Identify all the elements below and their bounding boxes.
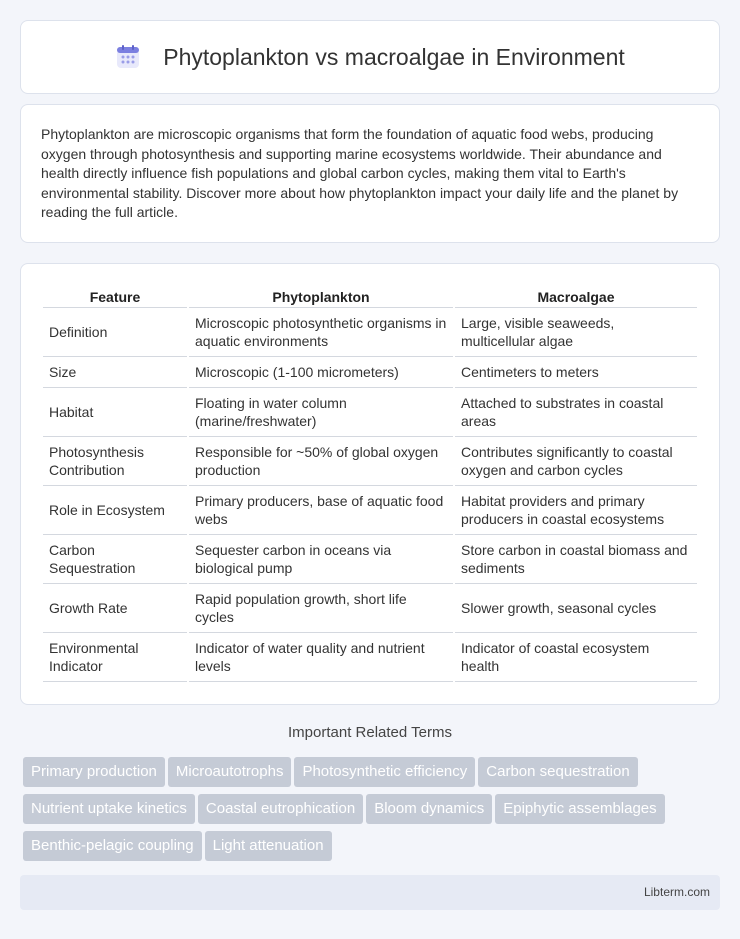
header-card <box>20 20 720 94</box>
footer <box>20 875 720 910</box>
page-title: Phytoplankton vs macroalgae in Environment <box>163 43 625 70</box>
table-row <box>43 535 697 584</box>
intro-card <box>20 104 720 243</box>
table-cell: Contributes significantly to coastal oxygen and carbon cycles <box>455 437 697 486</box>
table-row <box>43 437 697 486</box>
table-cell: Definition <box>43 308 187 357</box>
table-cell: Sequester carbon in oceans via biological pump <box>189 535 453 584</box>
table-cell: Floating in water column (marine/freshwater) <box>189 388 453 437</box>
table-cell: Responsible for ~50% of global oxygen production <box>189 437 453 486</box>
table-cell: Attached to substrates in coastal areas <box>455 388 697 437</box>
table-row <box>43 584 697 633</box>
table-cell: Role in Ecosystem <box>43 486 187 535</box>
header-macroalgae: Macroalgae <box>455 284 697 308</box>
intro-text: Phytoplankton are microscopic organisms that form the foundation of aquatic food webs, producing oxygen through photosynthesis and supporting marine ecosystems worldwide. Their abundance and health directly influence fish populations and global carbon cycles, making them vital to Earth's environmental stability. Discover more about how phytoplankton impact your daily life and the planet by reading the full article. <box>41 126 679 221</box>
related-tag[interactable]: Coastal eutrophication <box>198 794 363 824</box>
related-tag[interactable]: Benthic-pelagic coupling <box>23 831 202 861</box>
related-tag[interactable]: Bloom dynamics <box>366 794 492 824</box>
table-cell: Carbon Sequestration <box>43 535 187 584</box>
table-cell: Slower growth, seasonal cycles <box>455 584 697 633</box>
table-cell: Store carbon in coastal biomass and sediments <box>455 535 697 584</box>
related-terms-tags <box>23 757 723 868</box>
table-cell: Large, visible seaweeds, multicellular algae <box>455 308 697 357</box>
related-terms-title: Important Related Terms <box>288 724 452 741</box>
related-tag[interactable]: Nutrient uptake kinetics <box>23 794 195 824</box>
table-cell: Growth Rate <box>43 584 187 633</box>
calendar-icon <box>115 44 141 70</box>
table-cell: Rapid population growth, short life cycles <box>189 584 453 633</box>
table-row <box>43 308 697 357</box>
comparison-table <box>41 284 699 682</box>
table-cell: Microscopic photosynthetic organisms in aquatic environments <box>189 308 453 357</box>
table-row <box>43 388 697 437</box>
table-row <box>43 486 697 535</box>
table-cell: Size <box>43 357 187 388</box>
table-cell: Habitat providers and primary producers in coastal ecosystems <box>455 486 697 535</box>
table-row <box>43 633 697 682</box>
footer-brand-link[interactable]: Libterm.com <box>643 885 710 899</box>
comparison-table-card <box>20 263 720 705</box>
table-cell: Habitat <box>43 388 187 437</box>
table-cell: Environmental Indicator <box>43 633 187 682</box>
header-feature: Feature <box>43 284 187 308</box>
table-cell: Centimeters to meters <box>455 357 697 388</box>
table-cell: Photosynthesis Contribution <box>43 437 187 486</box>
related-tag[interactable]: Photosynthetic efficiency <box>294 757 475 787</box>
related-tag[interactable]: Light attenuation <box>205 831 332 861</box>
table-cell: Microscopic (1-100 micrometers) <box>189 357 453 388</box>
related-tag[interactable]: Carbon sequestration <box>478 757 637 787</box>
related-tag[interactable]: Microautotrophs <box>168 757 292 787</box>
table-cell: Indicator of coastal ecosystem health <box>455 633 697 682</box>
table-cell: Primary producers, base of aquatic food webs <box>189 486 453 535</box>
header-phytoplankton: Phytoplankton <box>189 284 453 308</box>
related-tag[interactable]: Primary production <box>23 757 165 787</box>
table-cell: Indicator of water quality and nutrient levels <box>189 633 453 682</box>
related-tag[interactable]: Epiphytic assemblages <box>495 794 664 824</box>
table-row <box>43 357 697 388</box>
